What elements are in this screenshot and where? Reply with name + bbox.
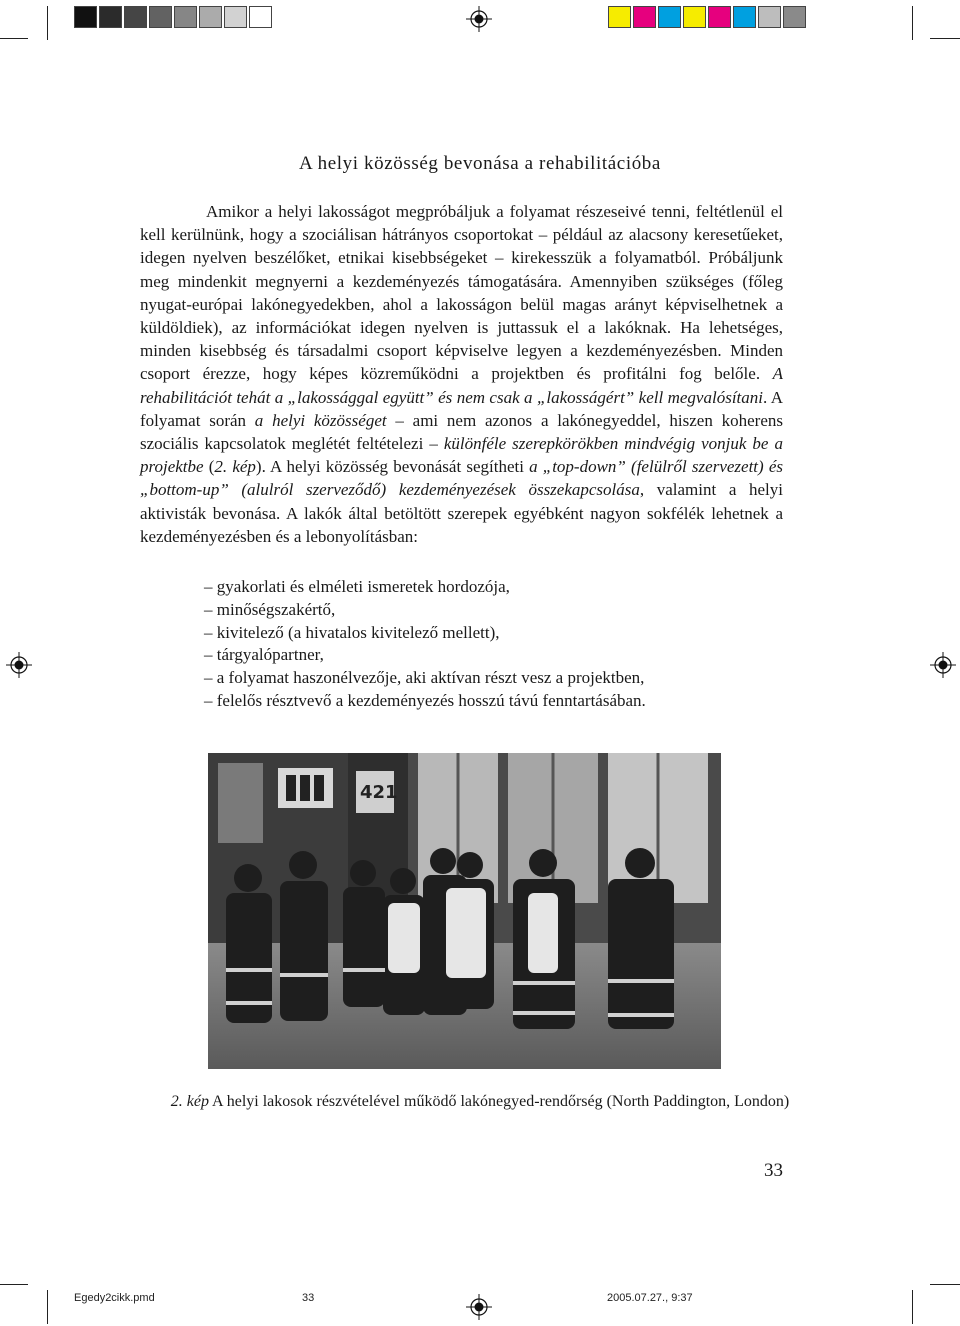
color-swatch bbox=[99, 6, 122, 28]
registration-mark-icon bbox=[930, 652, 956, 678]
color-swatch bbox=[733, 6, 756, 28]
color-swatch bbox=[249, 6, 272, 28]
grayscale-bar bbox=[74, 6, 274, 28]
list-item: – a folyamat haszonélvezője, aki aktívan részt vesz a projektben, bbox=[204, 668, 645, 688]
color-swatch bbox=[124, 6, 147, 28]
caption-label: 2. kép bbox=[170, 1093, 209, 1110]
text-run: ). A helyi közösség bevonását segítheti bbox=[255, 457, 530, 477]
color-bar bbox=[608, 6, 808, 28]
list-item: – tárgyalópartner, bbox=[204, 645, 324, 665]
crop-mark-top-right bbox=[912, 6, 913, 40]
color-swatch bbox=[783, 6, 806, 28]
color-swatch bbox=[199, 6, 222, 28]
body-text bbox=[140, 200, 783, 548]
registration-mark-icon bbox=[466, 1294, 492, 1320]
color-swatch bbox=[658, 6, 681, 28]
emphasis-text: különféle szerepkörökben mindvégig vonjuk be a projektbe bbox=[140, 434, 783, 477]
photo-caption bbox=[0, 1093, 960, 1111]
crop-mark-bottom-left bbox=[0, 1284, 28, 1285]
color-swatch bbox=[683, 6, 706, 28]
registration-mark-icon bbox=[6, 652, 32, 678]
color-swatch bbox=[174, 6, 197, 28]
list-item: – kivitelező (a hivatalos kivitelező mellett), bbox=[204, 622, 500, 642]
text-run: . A folyamat során bbox=[140, 387, 783, 430]
emphasis-text: A rehabilitációt tehát a „lakossággal együtt” és nem csak a „lakosságért” kell megvalósítani bbox=[140, 364, 783, 407]
list-item: – gyakorlati és elméleti ismeretek hordozója, bbox=[204, 577, 510, 596]
crop-mark-top-right bbox=[930, 38, 960, 39]
main-paragraph bbox=[140, 200, 783, 548]
emphasis-text: a helyi közösséget bbox=[254, 410, 387, 430]
crop-mark-top-left bbox=[47, 6, 48, 40]
crop-mark-bottom-right bbox=[930, 1284, 960, 1285]
color-swatch bbox=[708, 6, 731, 28]
section-title: A helyi közösség bevonása a rehabilitációba bbox=[299, 153, 661, 174]
footer-page: 33 bbox=[302, 1292, 315, 1304]
footer-filename: Egedy2cikk.pmd bbox=[74, 1292, 155, 1304]
figure-reference: 2. kép bbox=[214, 457, 256, 477]
building-number-sign: 421 bbox=[360, 782, 398, 803]
list-item: – felelős résztvevő a kezdeményezés hosszú távú fenntartásában. bbox=[204, 690, 646, 710]
color-swatch bbox=[149, 6, 172, 28]
caption-text: A helyi lakosok részvételével működő lakónegyed-rendőrség (North Paddington, London) bbox=[208, 1093, 790, 1110]
footer-timestamp: 2005.07.27., 9:37 bbox=[607, 1292, 693, 1304]
text-run: Amikor a helyi lakosságot megpróbáljuk a folyamat részeseivé tenni, feltétlenül el kell kerülnünk, hogy a szociálisan hátrányos csoportokat – például az alacsony keresetűeket, idegen nyelven beszélőket, etnikai kisebbségeket – kirekesszük a folyamatból. Próbáljunk meg mindenkit megnyerni a kezdeményezés támogatására. Amennyiben szükséges (főleg nyugat-európai lakónegyedekben, ahol a lakosságon belül magas arányt képviselhetnek a küldöldiek), az információkat idegen nyelven is juttassuk el a lakóknak. Ha lehetséges, minden kisebbség és társadalmi csoport képviselve legyen a kezdeményezésben. Minden csoport érezze, hogy képes közreműködni a projektben és profitálni fog belőle. bbox=[140, 202, 783, 384]
community-police-photo bbox=[208, 753, 721, 1069]
roles-list bbox=[204, 576, 646, 713]
color-swatch bbox=[224, 6, 247, 28]
registration-mark-icon bbox=[466, 6, 492, 32]
crop-mark-bottom-right bbox=[912, 1290, 913, 1324]
text-run: , valamint a helyi aktivisták bevonása. A lakók által betöltött szerepek egyébként nagyon sokfélék lehetnek a kezdeményezésben és a lebonyolításban: bbox=[140, 480, 783, 546]
list-item: – minőségszakértő, bbox=[204, 599, 336, 619]
color-swatch bbox=[758, 6, 781, 28]
crop-mark-top-left bbox=[0, 38, 28, 39]
color-swatch bbox=[608, 6, 631, 28]
text-run: – ami nem azonos a lakónegyeddel, hiszen koherens szociális kapcsolatok meglétét feltételezi – bbox=[140, 410, 783, 454]
color-swatch bbox=[633, 6, 656, 28]
page-number: 33 bbox=[764, 1160, 783, 1181]
text-run: ( bbox=[203, 457, 215, 477]
color-swatch bbox=[74, 6, 97, 28]
emphasis-text: a „top-down” (felülről szervezett) és „bottom-up” (alulról szerveződő) kezdeményezések összekapcsolása bbox=[140, 457, 783, 500]
crop-mark-bottom-left bbox=[47, 1290, 48, 1324]
